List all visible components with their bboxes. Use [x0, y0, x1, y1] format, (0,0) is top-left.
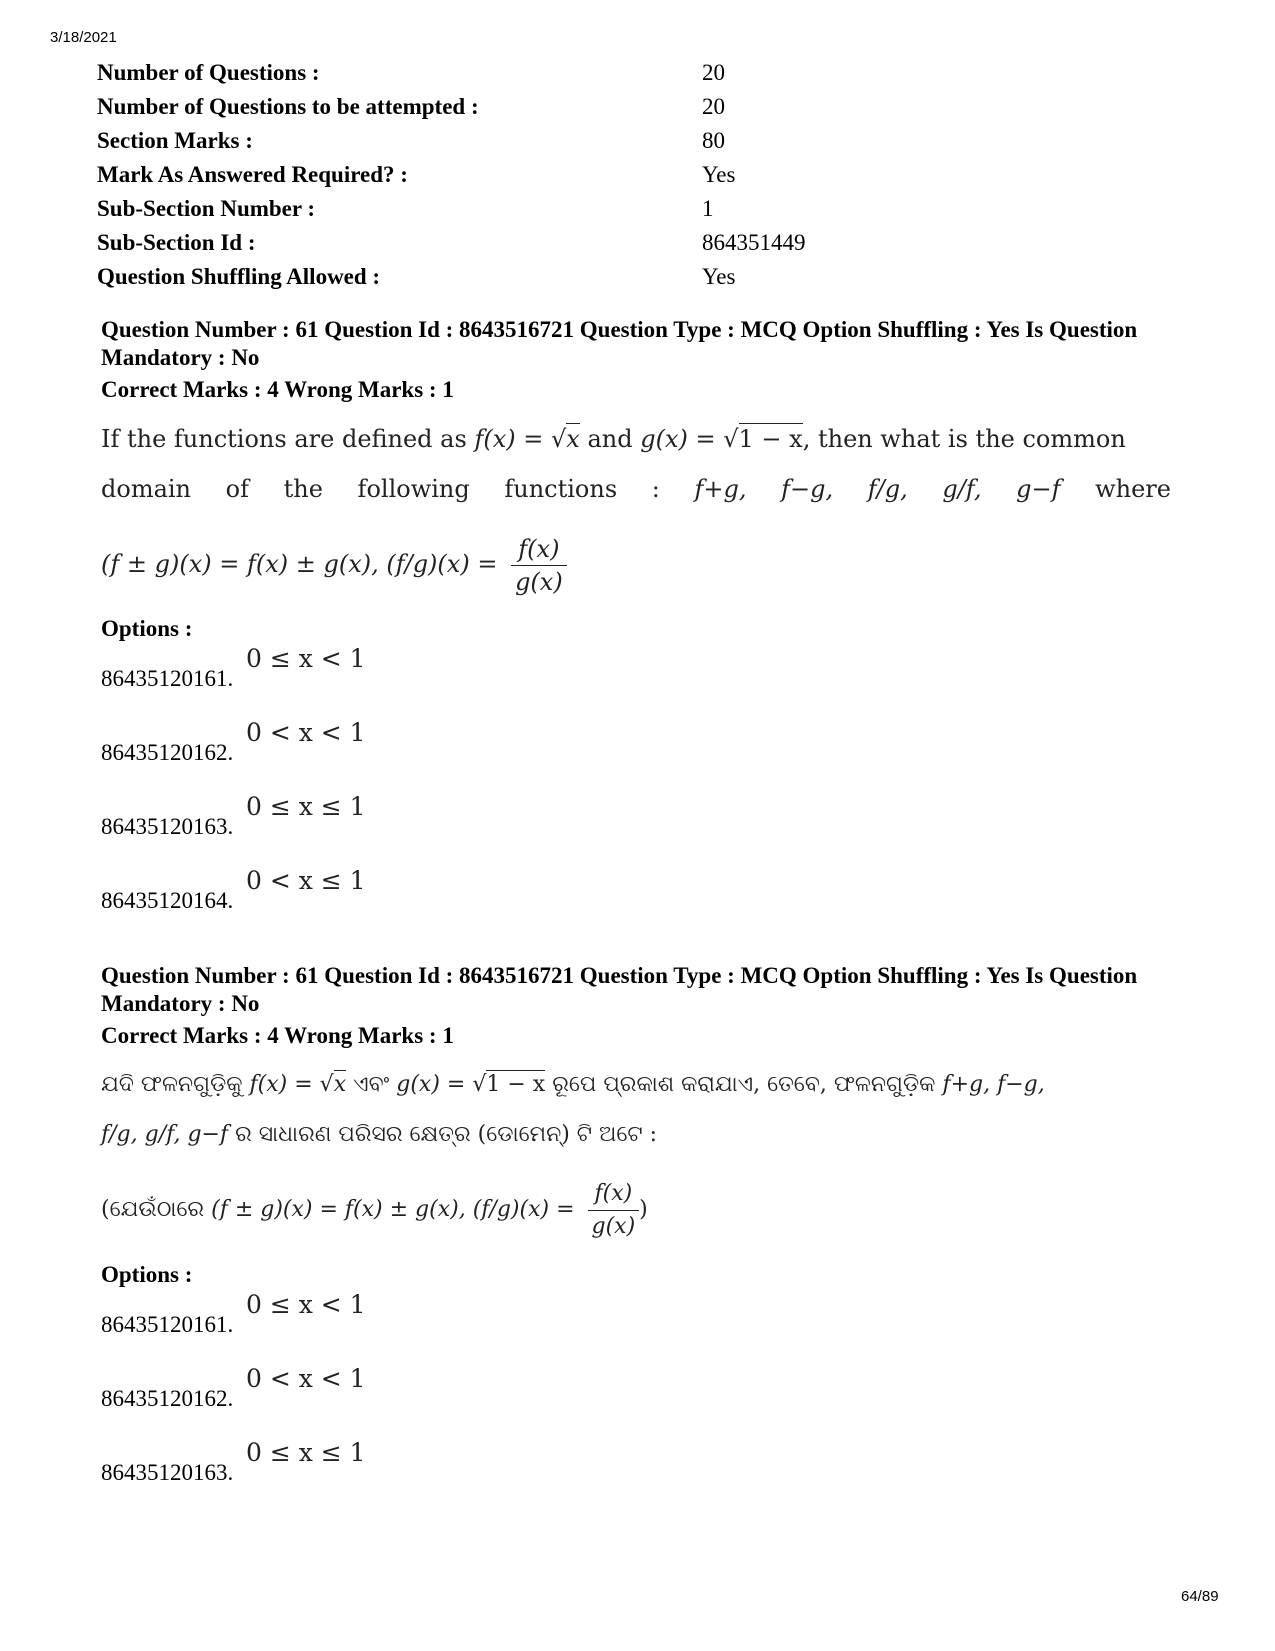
option-id: 86435120163. — [101, 814, 234, 839]
text-segment: ଏବଂ — [353, 1072, 390, 1097]
question-formula — [101, 528, 1171, 600]
text-segment: ରୂପେ ପ୍ରକାଶ କରାଯାଏ, ତେବେ, ଫଳନଗୁଡ଼ିକ — [552, 1072, 936, 1097]
text-segment: where — [1095, 475, 1171, 503]
question-marks: Correct Marks : 4 Wrong Marks : 1 — [101, 1023, 454, 1048]
f-radicand: x — [333, 1072, 347, 1097]
question-header: Question Number : 61 Question Id : 8643516721 Question Type : MCQ Option Shuffling : Yes Is Question Mandatory : No — [101, 963, 1138, 1016]
option-value: 0 < x < 1 — [246, 718, 366, 747]
text-segment: If the functions are defined as — [101, 425, 467, 453]
option-item — [101, 792, 1171, 866]
meta-value: 20 — [702, 94, 725, 119]
option-value: 0 < x < 1 — [246, 1364, 366, 1393]
question-header: Question Number : 61 Question Id : 8643516721 Question Type : MCQ Option Shuffling : Yes Is Question Mandatory : No — [101, 317, 1138, 370]
g-radicand: 1 − x — [486, 1072, 546, 1097]
g-definition: g(x) = — [640, 425, 716, 453]
g-radicand: 1 − x — [738, 425, 803, 453]
meta-row — [97, 226, 857, 260]
page-number: 64/89 — [1181, 1588, 1219, 1605]
section-meta — [97, 56, 857, 294]
question-block-odia — [101, 962, 1171, 1512]
question-marks: Correct Marks : 4 Wrong Marks : 1 — [101, 377, 454, 402]
meta-value: 1 — [702, 196, 714, 221]
meta-label: Sub-Section Number : — [97, 196, 316, 221]
fraction-numerator: f(x) — [511, 533, 567, 566]
question-text — [101, 1060, 1171, 1246]
fraction-denominator: g(x) — [515, 568, 563, 596]
g-definition: g(x) = — [396, 1072, 466, 1097]
question-text — [101, 414, 1171, 600]
meta-value: 80 — [702, 128, 725, 153]
fraction-denominator: g(x) — [591, 1213, 636, 1239]
print-date: 3/18/2021 — [50, 29, 117, 46]
formula-text: (f ± g)(x) = f(x) ± g(x), (f/g)(x) = — [101, 550, 498, 578]
option-value: 0 ≤ x < 1 — [246, 1290, 366, 1319]
option-id: 86435120161. — [101, 666, 234, 691]
f-definition: f(x) = — [474, 425, 544, 453]
function-list: f/g, g/f, g−f — [101, 1122, 229, 1147]
option-id: 86435120163. — [101, 1460, 234, 1485]
option-item — [101, 1438, 1171, 1512]
text-segment: ର ସାଧାରଣ ପରିସର କ୍ଷେତ୍ର (ଡୋମେନ୍) ଟି ଅଟେ : — [235, 1122, 658, 1147]
option-value: 0 < x ≤ 1 — [246, 866, 366, 895]
fraction — [511, 533, 567, 598]
option-item — [101, 718, 1171, 792]
option-value: 0 ≤ x ≤ 1 — [246, 792, 366, 821]
meta-label: Mark As Answered Required? : — [97, 162, 408, 187]
f-radicand: x — [566, 425, 580, 453]
meta-row — [97, 124, 857, 158]
meta-label: Section Marks : — [97, 128, 253, 153]
option-item — [101, 644, 1171, 718]
option-value: 0 ≤ x ≤ 1 — [246, 1438, 366, 1467]
question-line — [101, 464, 1171, 514]
meta-row — [97, 260, 857, 294]
fraction-numerator: f(x) — [588, 1178, 640, 1211]
meta-row — [97, 158, 857, 192]
meta-value: 864351449 — [702, 230, 806, 255]
text-segment: ) — [639, 1197, 648, 1222]
meta-label: Number of Questions : — [97, 60, 320, 85]
meta-row — [97, 90, 857, 124]
option-id: 86435120164. — [101, 888, 234, 913]
option-id: 86435120162. — [101, 1386, 234, 1411]
meta-label: Number of Questions to be attempted : — [97, 94, 479, 119]
function-list: f+g, f−g, — [942, 1072, 1045, 1097]
question-block-english — [101, 316, 1171, 940]
question-line: If the functions are defined as f(x) = √x and g(x) = √1 − x, then what is the common — [101, 425, 1126, 453]
formula-text: (f ± g)(x) = f(x) ± g(x), (f/g)(x) = — [211, 1197, 575, 1222]
meta-value: Yes — [702, 162, 736, 187]
question-formula — [101, 1174, 1171, 1246]
options-label: Options : — [101, 1262, 193, 1287]
meta-label: Question Shuffling Allowed : — [97, 264, 381, 289]
option-item — [101, 1290, 1171, 1364]
text-segment: ଯଦି ଫଳନଗୁଡ଼ିକୁ — [101, 1072, 243, 1097]
text-segment: , then what is the common — [802, 425, 1126, 453]
text-segment: (ଯେଉଁଠାରେ — [101, 1197, 205, 1222]
function-list: f+g, f−g, f/g, g/f, g−f — [694, 475, 1061, 503]
option-item — [101, 866, 1171, 940]
meta-value: Yes — [702, 264, 736, 289]
meta-row — [97, 56, 857, 90]
option-id: 86435120162. — [101, 740, 234, 765]
meta-row — [97, 192, 857, 226]
option-item — [101, 1364, 1171, 1438]
f-definition: f(x) = — [249, 1072, 313, 1097]
option-id: 86435120161. — [101, 1312, 234, 1337]
question-line — [101, 1110, 1171, 1160]
meta-label: Sub-Section Id : — [97, 230, 256, 255]
text-segment: domain of the following functions : — [101, 475, 660, 503]
fraction — [588, 1178, 640, 1243]
question-line: ଯଦି ଫଳନଗୁଡ଼ିକୁ f(x) = √x ଏବଂ g(x) = √1 − x ରୂପେ ପ୍ରକାଶ କରାଯାଏ, ତେବେ, ଫଳନଗୁଡ଼ିକ f+g, f−g, — [101, 1072, 1045, 1097]
options-label: Options : — [101, 616, 193, 641]
text-segment: and — [587, 425, 633, 453]
meta-value: 20 — [702, 60, 725, 85]
option-value: 0 ≤ x < 1 — [246, 644, 366, 673]
